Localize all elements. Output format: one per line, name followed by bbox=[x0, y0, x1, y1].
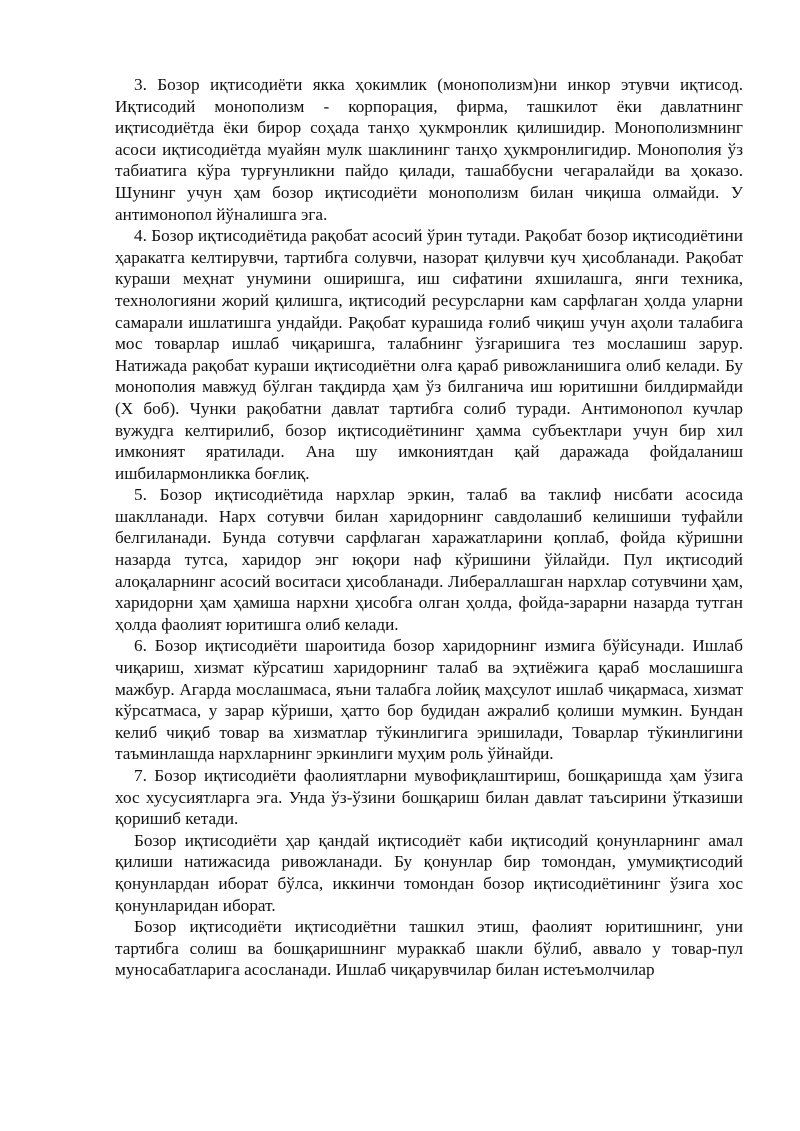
paragraph-economic-laws: Бозор иқтисодиёти ҳар қандай иқтисодиёт каби иқтисодий қонунларнинг амал қилиши натижасида ривожланади. Бу қонунлар бир томондан, умумиқтисодий қонунлардан иборат бўлса, иккинчи томондан бозор иқтисодиётининг ўзига хос қонунларидан иборат. bbox=[115, 830, 743, 915]
paragraph-competition: 4. Бозор иқтисодиётида рақобат асосий ўрин тутади. Рақобат бозор иқтисодиётини ҳаракатга келтирувчи, тартибга солувчи, назорат қилувчи куч ҳисобланади. Рақобат кураши меҳнат унумини оширишга, иш сифатини яхшилашга, янги техника, технологияни жорий қилишга, иқтисодий ресурсларни кам сарфлаган ҳолда уларни самарали ишлатишга ундайди. Рақобат курашида ғолиб чиқиш учун аҳоли талабига мос товарлар ишлаб чиқаришга, талабнинг ўзгаришига тез мослашиш зарур. Натижада рақобат кураши иқтисодиётни олға қараб ривожланишига олиб келади. Бу монополия мавжуд бўлган тақдирда ҳам ўз билганича иш юритишни билдирмайди (X боб). Чунки рақобатни давлат тартибга солиб туради. Антимонопол кучлар вужудга келтирилиб, бозор иқтисодиётининг ҳамма субъектлари учун бир хил имконият яратилади. Ана шу имкониятдан қай даражада фойдаланиш ишбилармонликка боғлиқ. bbox=[115, 226, 743, 483]
paragraph-commodity-money: Бозор иқтисодиёти иқтисодиётни ташкил этиш, фаолият юритишнинг, уни тартибга солиш ва бошқаришнинг мураккаб шакли бўлиб, аввало у товар-пул муносабатларига асосланади. Ишлаб чиқарувчилар билан истеъмолчилар bbox=[115, 917, 743, 980]
paragraph-coordination: 7. Бозор иқтисодиёти фаолиятларни мувофиқлаштириш, бошқаришда ҳам ўзига хос хусусиятларга эга. Унда ўз-ўзини бошқариш билан давлат таъсирини ўтказиши қоришиб кетади. bbox=[115, 766, 743, 829]
paragraph-buyer: 6. Бозор иқтисодиёти шароитида бозор харидорнинг измига бўйсунади. Ишлаб чиқариш, хизмат кўрсатиш харидорнинг талаб ва эҳтиёжига қараб мослашишга мажбур. Агарда мослашмаса, яъни талабга лойиқ маҳсулот ишлаб чиқармаса, хизмат кўрсатмаса, у зарар кўриши, ҳатто бор будидан ажралиб қолиши мумкин. Бундан келиб чиқиб товар ва хизматлар тўкинлигига эришилади, Товарлар тўкинлигини таъминлашда нархларнинг эркинлиги муҳим роль ўйнайди. bbox=[115, 636, 743, 764]
document-page bbox=[115, 74, 743, 981]
paragraph-monopolism: 3. Бозор иқтисодиёти якка ҳокимлик (монополизм)ни инкор этувчи иқтисод. Иқтисодий монополизм - корпорация, фирма, ташкилот ёки давлатнинг иқтисодиётда ёки бирор соҳада танҳо ҳукмронлик қилишидир. Монополизмнинг асоси иқтисодиётда муайян мулк шаклининг танҳо ҳукмронлигидир. Монополия ўз табиатига кўра турғунликни пайдо қилади, ташаббусни чегаралайди ва ҳоказо. Шунинг учун ҳам бозор иқтисодиёти монополизм билан чиқиша олмайди. У антимонопол йўналишга эга. bbox=[115, 75, 743, 224]
paragraph-prices: 5. Бозор иқтисодиётида нархлар эркин, талаб ва таклиф нисбати асосида шаклланади. Нарх сотувчи билан харидорнинг савдолашиб келишиши туфайли белгиланади. Бунда сотувчи сарфлаган харажатларини қоплаб, фойда кўришни назарда тутса, харидор энг юқори наф кўришини ўйлайди. Пул иқтисодий алоқаларнинг асосий воситаси ҳисобланади. Либераллашган нархлар сотувчини ҳам, харидорни ҳам ҳамиша нархни ҳисобга олган ҳолда, фойда-зарарни назарда тутган ҳолда фаолият юритишга олиб келади. bbox=[115, 485, 743, 634]
